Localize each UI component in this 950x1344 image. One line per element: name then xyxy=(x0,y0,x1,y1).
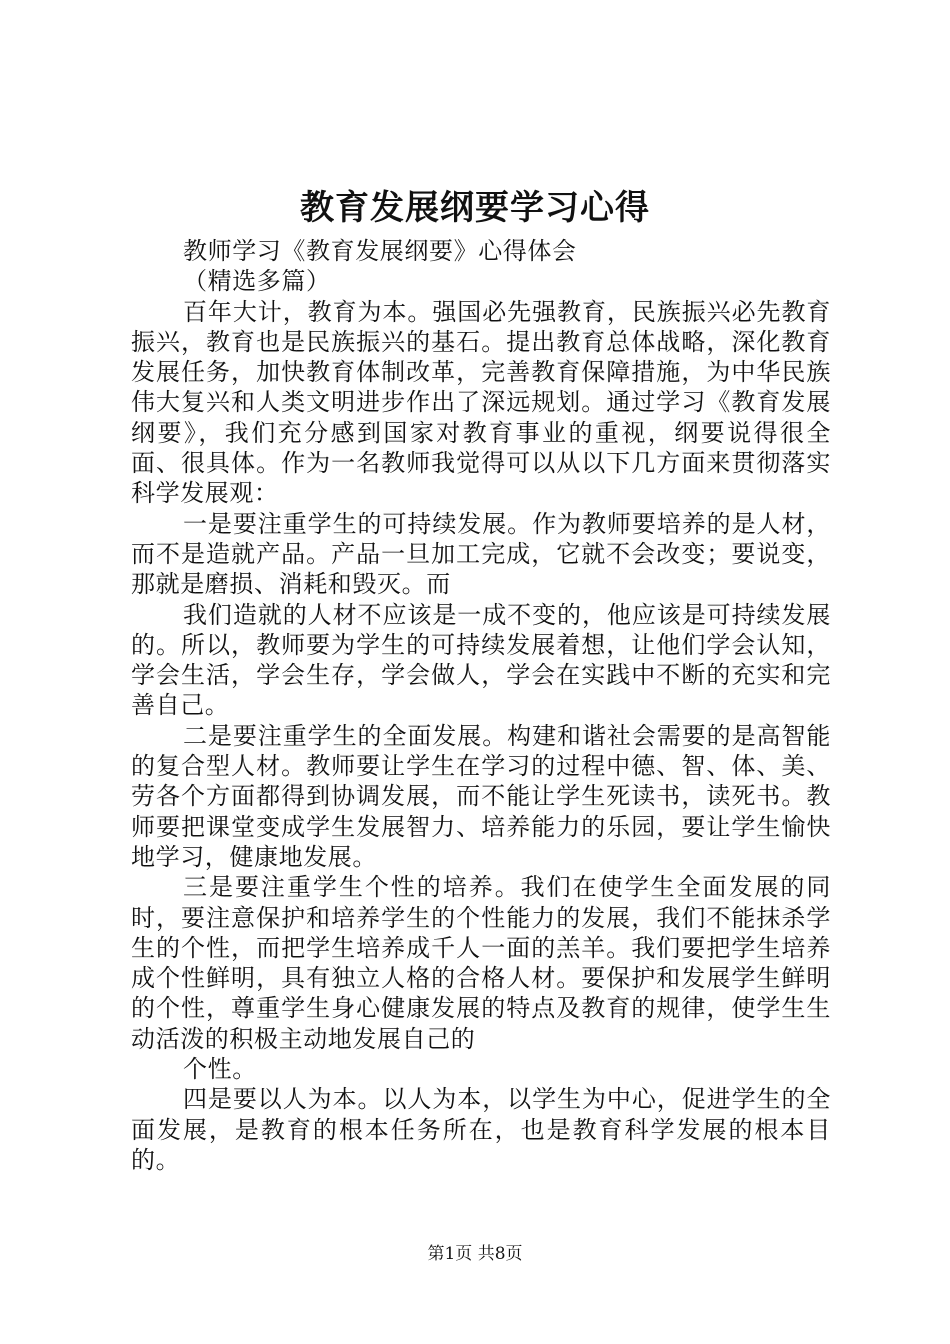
subtitle: 教师学习《教育发展纲要》心得体会 xyxy=(183,237,577,265)
paragraph-point-one: 一是要注重学生的可持续发展。作为教师要培养的是人材，而不是造就产品。产品一旦加工完成，它就不会改变；要说变，那就是磨损、消耗和毁灭。而 xyxy=(131,509,831,599)
paragraph-point-one-cont: 我们造就的人材不应该是一成不变的，他应该是可持续发展的。所以，教师要为学生的可持续发展着想，让他们学会认知，学会生活，学会生存，学会做人，学会在实践中不断的充实和完善自己。 xyxy=(131,600,831,720)
document-title: 教育发展纲要学习心得 xyxy=(300,188,650,228)
page-footer: 第1页 共8页 xyxy=(427,1244,523,1264)
document-body xyxy=(131,236,831,1175)
paragraph-point-two: 二是要注重学生的全面发展。构建和谐社会需要的是高智能的复合型人材。教师要让学生在学习的过程中德、智、体、美、劳各个方面都得到协调发展，而不能让学生死读书，读死书。教师要把课堂变成学生发展智力、培养能力的乐园，要让学生愉快地学习，健康地发展。 xyxy=(131,721,831,871)
paragraph-intro: 百年大计，教育为本。强国必先强教育，民族振兴必先教育振兴，教育也是民族振兴的基石。提出教育总体战略，深化教育发展任务，加快教育体制改革，完善教育保障措施，为中华民族伟大复兴和人类文明进步作出了深远规划。通过学习《教育发展纲要》，我们充分感到国家对教育事业的重视，纲要说得很全面、很具体。作为一名教师我觉得可以从以下几方面来贯彻落实科学发展观： xyxy=(131,297,831,508)
paragraph-point-four: 四是要以人为本。以人为本，以学生为中心，促进学生的全面发展，是教育的根本任务所在，也是教育科学发展的根本目的。 xyxy=(131,1085,831,1174)
paragraph-point-three: 三是要注重学生个性的培养。我们在使学生全面发展的同时，要注意保护和培养学生的个性能力的发展，我们不能抹杀学生的个性，而把学生培养成千人一面的羔羊。我们要把学生培养成个性鲜明，具有独立人格的合格人材。要保护和发展学生鲜明的个性，尊重学生身心健康发展的特点及教育的规律，使学生生动活泼的积极主动地发展自己的 xyxy=(131,873,831,1053)
paragraph-point-three-cont: 个性。 xyxy=(183,1055,257,1084)
subtitle-note: （精选多篇） xyxy=(183,267,331,296)
